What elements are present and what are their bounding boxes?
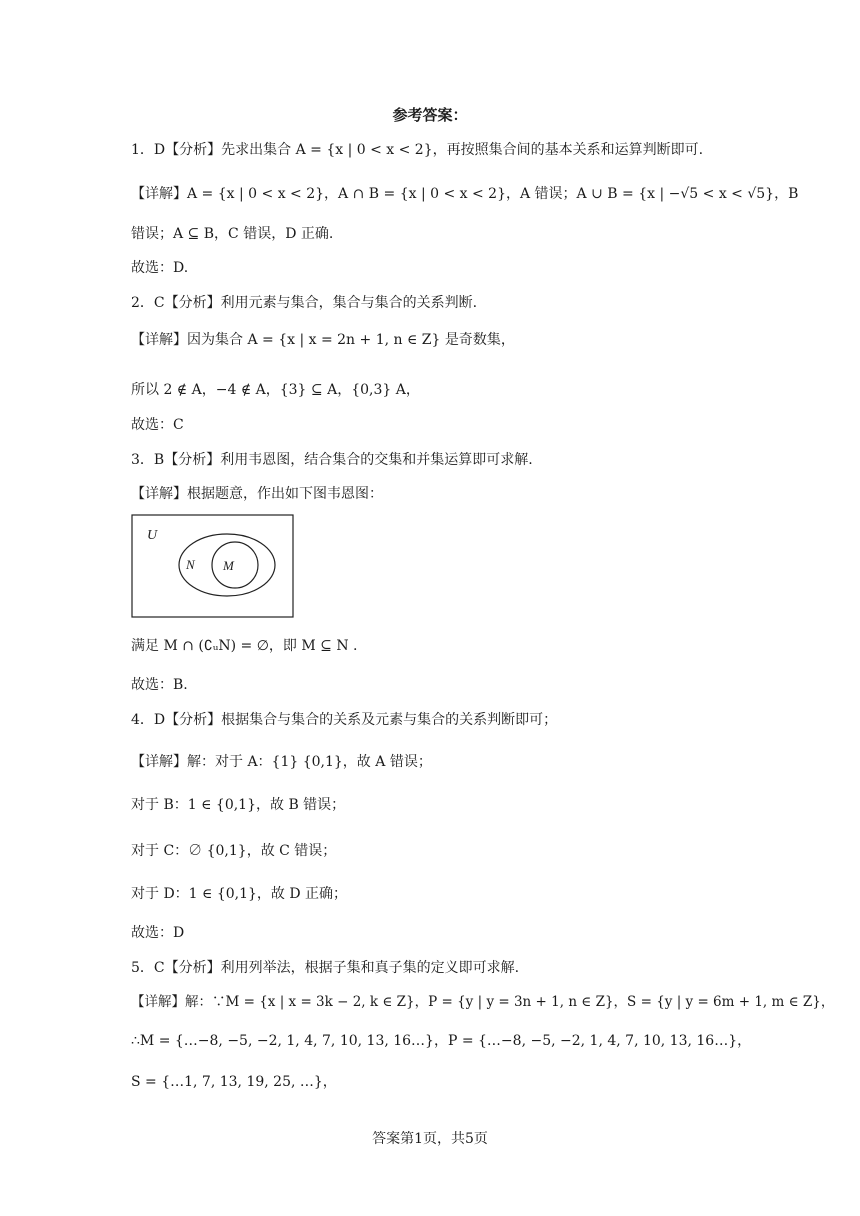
q1-detail: 【详解】A = {x | 0 < x < 2}，A ∩ B = {x | 0 < x < 2}，A 错误；A ∪ B = {x | −√5 < x < √5}，B [131, 186, 799, 202]
q4-detail-d: 对于 D：1 ∈ {0,1}，故 D 正确； [131, 886, 348, 902]
q4-answer: 故选：D [131, 925, 185, 941]
q1-analysis: 1．D【分析】先求出集合 A = {x | 0 < x < 2}，再按照集合间的基本关系和运算判断即可. [131, 142, 704, 158]
set-n-label: N [186, 557, 195, 572]
q5-detail-s: S = {…1, 7, 13, 19, 25, …}， [131, 1074, 337, 1090]
set-m-label: M [223, 558, 234, 573]
page-footer: 答案第1页，共5页 [372, 1131, 488, 1147]
page-title: 参考答案： [392, 106, 468, 124]
q3-answer: 故选：B. [131, 677, 188, 693]
q2-answer: 故选：C [131, 417, 184, 433]
q3-detail: 【详解】根据题意，作出如下图韦恩图： [131, 486, 383, 502]
q2-detail-cont: 所以 2 ∉ A，−4 ∉ A，{3} ⊆ A，{0,3} A， [131, 382, 420, 398]
q4-detail-a: 【详解】解：对于 A：{1} {0,1}，故 A 错误； [131, 754, 432, 770]
universe-label: U [147, 528, 158, 543]
q5-analysis: 5．C【分析】利用列举法，根据子集和真子集的定义即可求解. [131, 960, 520, 976]
q4-detail-c: 对于 C：∅ {0,1}，故 C 错误； [131, 843, 337, 859]
q3-analysis: 3．B【分析】利用韦恩图，结合集合的交集和并集运算即可求解. [131, 452, 533, 468]
q4-detail-b: 对于 B：1 ∈ {0,1}，故 B 错误； [131, 797, 346, 813]
q5-detail: 【详解】解：∵M = {x | x = 3k − 2, k ∈ Z}，P = {y | y = 3n + 1, n ∈ Z}，S = {y | y = 6m + 1, m ∈ Z}， [131, 994, 835, 1010]
q2-detail: 【详解】因为集合 A = {x | x = 2n + 1, n ∈ Z} 是奇数集， [131, 332, 515, 348]
q1-detail-cont: 错误；A ⊆ B，C 错误，D 正确. [131, 226, 334, 242]
venn-diagram [131, 514, 295, 618]
q2-analysis: 2．C【分析】利用元素与集合，集合与集合的关系判断. [131, 295, 478, 311]
q5-detail-cont: ∴M = {…−8, −5, −2, 1, 4, 7, 10, 13, 16…}，P = {…−8, −5, −2, 1, 4, 7, 10, 13, 16…}， [131, 1033, 752, 1049]
set-m-circle [212, 542, 258, 588]
q3-detail-cont: 满足 M ∩ (∁ᵤN) = ∅，即 M ⊆ N . [131, 638, 358, 654]
q1-answer: 故选：D. [131, 260, 189, 276]
q4-analysis: 4．D【分析】根据集合与集合的关系及元素与集合的关系判断即可； [131, 712, 558, 728]
